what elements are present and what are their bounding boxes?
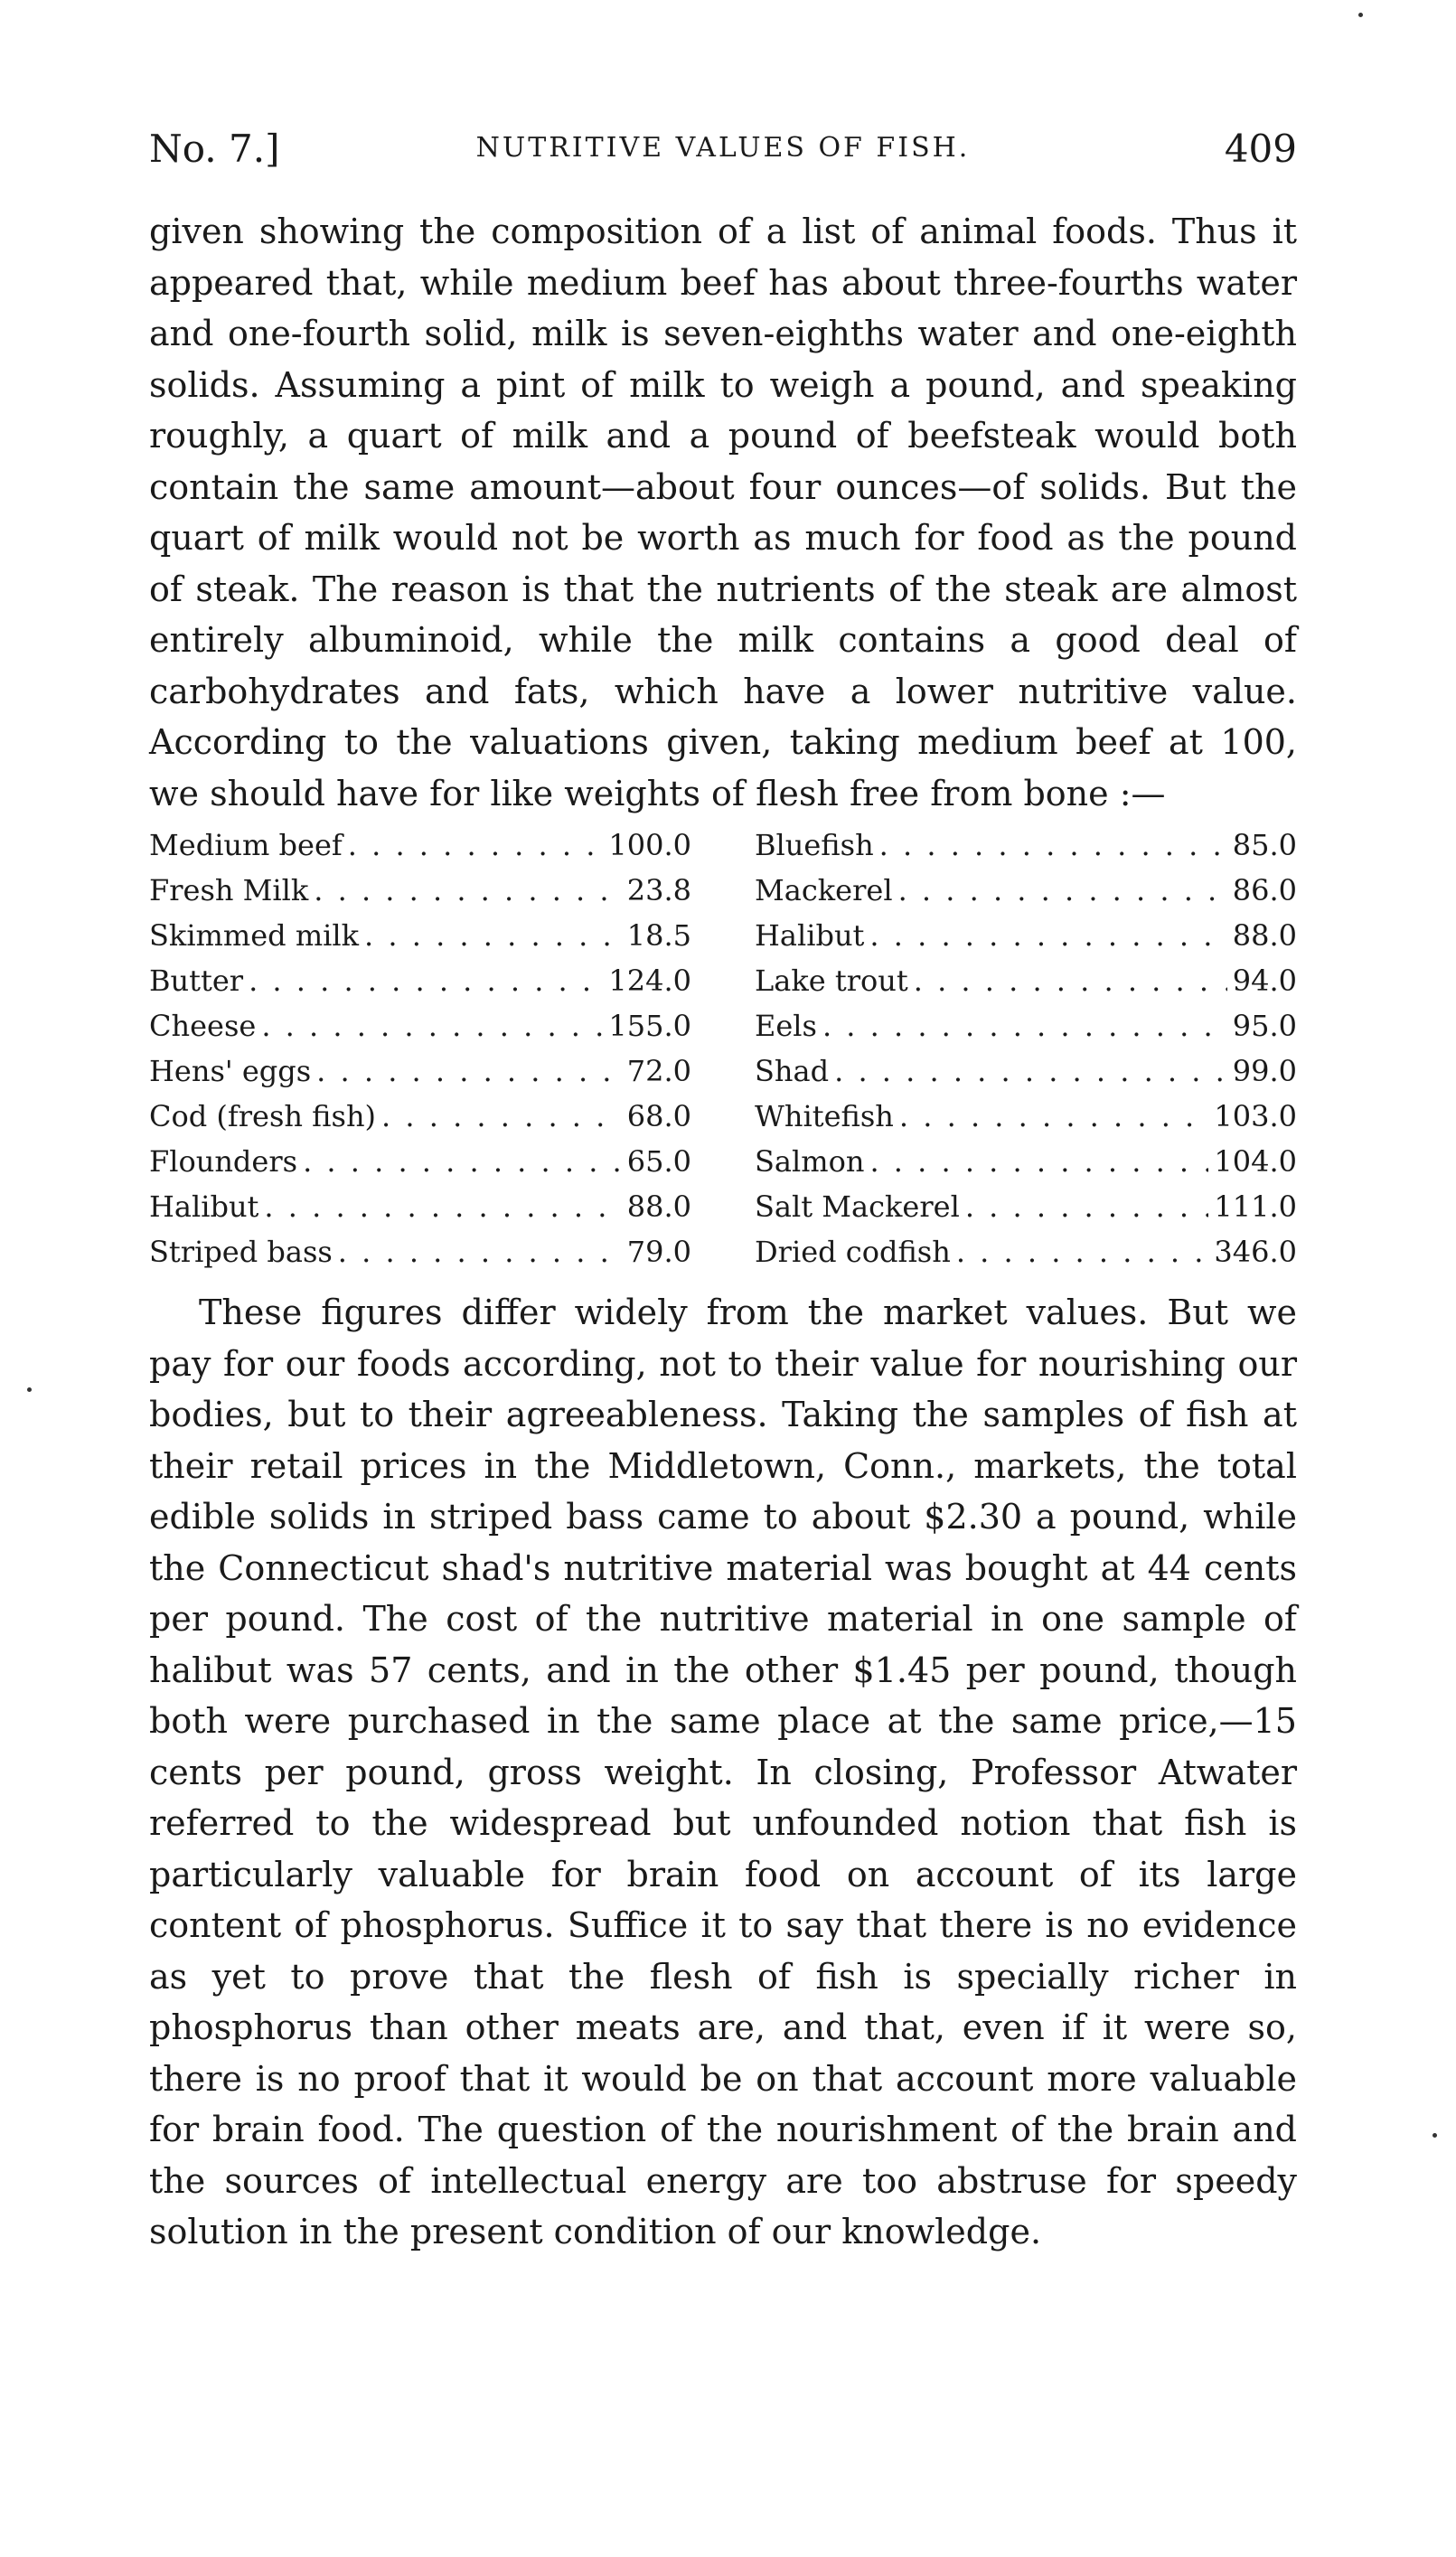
nutritive-value: 100.0 (608, 828, 691, 862)
dot-leader (898, 873, 1227, 907)
food-name: Dried codfish (755, 1235, 951, 1269)
table-row (149, 1235, 691, 1280)
table-row (755, 828, 1297, 873)
page (149, 127, 1297, 2258)
dot-leader (965, 1189, 1209, 1224)
dot-leader (264, 1189, 621, 1224)
table-row (755, 1054, 1297, 1099)
food-name: Salt Mackerel (755, 1189, 960, 1224)
nutritive-value: 94.0 (1232, 964, 1297, 998)
table-column-right (755, 828, 1297, 1280)
dot-leader (869, 1144, 1208, 1179)
nutritive-value: 88.0 (1232, 918, 1297, 953)
dot-leader (381, 1099, 622, 1133)
nutritive-value: 104.0 (1214, 1144, 1297, 1179)
nutritive-value: 95.0 (1232, 1009, 1297, 1043)
dot-leader (314, 873, 621, 907)
dot-leader (822, 1009, 1227, 1043)
table-row (149, 1189, 691, 1235)
food-name: Skimmed milk (149, 918, 360, 953)
table-row (755, 1099, 1297, 1144)
nutritive-value: 124.0 (608, 964, 691, 998)
food-name: Flounders (149, 1144, 298, 1179)
table-row (149, 1144, 691, 1189)
dot-leader (869, 918, 1226, 953)
nutritive-value: 86.0 (1232, 873, 1297, 907)
food-name: Bluefish (755, 828, 874, 862)
table-row (755, 873, 1297, 918)
body-paragraph-2: These figures differ widely from the market values. But we pay for our foods according, not to their value for nourishing our bodies, but to their agreeableness. Taking the samples of fish at their retail prices in the Middletown, Conn., markets, the total edible solids in striped bass came to about $2.30 a pound, while the Connecticut shad's nutritive material was bought at 44 cents per pound. The cost of the nutritive material in one sample of halibut was 57 cents, and in the other $1.45 per pound, though both were purchased in the same place at the same price,—15 cents per pound, gross weight. In closing, Professor Atwater referred to the widespread but unfounded notion that fish is particularly valuable for brain food on account of its large content of phosphorus. Suffice it to say that there is no evidence as yet to prove that the flesh of fish is specially richer in phosphorus than other meats are, and that, even if it were so, there is no proof that it would be on that account more valuable for brain food. The question of the nourishment of the brain and the sources of intellectual energy are too abstruse for speedy solution in the present condition of our knowledge. (149, 1293, 1297, 2251)
running-title: NUTRITIVE VALUES OF FISH. (475, 132, 971, 164)
table-column-left (149, 828, 691, 1280)
food-name: Striped bass (149, 1235, 333, 1269)
dot-leader (338, 1235, 622, 1269)
food-name: Cod (fresh fish) (149, 1099, 377, 1133)
running-header (149, 127, 1297, 181)
dot-leader (303, 1144, 622, 1179)
issue-number: No. 7.] (149, 127, 280, 171)
dot-leader (914, 964, 1227, 998)
table-row (755, 1235, 1297, 1280)
table-row (755, 1009, 1297, 1054)
page-number: 409 (1224, 127, 1297, 171)
food-name: Whitefish (755, 1099, 894, 1133)
table-row (149, 964, 691, 1009)
table-row (755, 1189, 1297, 1235)
table-row (149, 918, 691, 964)
food-name: Medium beef (149, 828, 343, 862)
nutritive-value: 88.0 (626, 1189, 691, 1224)
table-row (149, 1009, 691, 1054)
food-name: Fresh Milk (149, 873, 309, 907)
nutritive-value: 103.0 (1214, 1099, 1297, 1133)
nutritive-value: 85.0 (1232, 828, 1297, 862)
food-name: Halibut (149, 1189, 259, 1224)
food-name: Halibut (755, 918, 865, 953)
food-name: Lake trout (755, 964, 908, 998)
nutritive-value: 111.0 (1214, 1189, 1297, 1224)
nutritive-value-table (149, 828, 1297, 1280)
print-speck (27, 1387, 32, 1392)
dot-leader (348, 828, 604, 862)
dot-leader (249, 964, 603, 998)
print-speck (1358, 13, 1363, 17)
dot-leader (364, 918, 622, 953)
table-row (149, 873, 691, 918)
food-name: Hens' eggs (149, 1054, 312, 1088)
print-speck (1433, 2133, 1437, 2138)
food-name: Shad (755, 1054, 830, 1088)
nutritive-value: 155.0 (608, 1009, 691, 1043)
table-row (755, 1144, 1297, 1189)
table-row (149, 828, 691, 873)
table-row (755, 964, 1297, 1009)
table-row (149, 1099, 691, 1144)
dot-leader (261, 1009, 603, 1043)
dot-leader (834, 1054, 1227, 1088)
nutritive-value: 346.0 (1214, 1235, 1297, 1269)
food-name: Salmon (755, 1144, 865, 1179)
nutritive-value: 68.0 (626, 1099, 691, 1133)
nutritive-value: 99.0 (1232, 1054, 1297, 1088)
food-name: Mackerel (755, 873, 893, 907)
table-row (755, 918, 1297, 964)
food-name: Eels (755, 1009, 817, 1043)
nutritive-value: 79.0 (626, 1235, 691, 1269)
nutritive-value: 18.5 (626, 918, 691, 953)
nutritive-value: 23.8 (626, 873, 691, 907)
dot-leader (899, 1099, 1208, 1133)
nutritive-value: 72.0 (626, 1054, 691, 1088)
table-row (149, 1054, 691, 1099)
nutritive-value: 65.0 (626, 1144, 691, 1179)
body-paragraph-1: given showing the composition of a list of animal foods. Thus it appeared that, while medium beef has about three-fourths water and one-fourth solid, milk is seven-eighths water and one-eighth solids. Assuming a pint of milk to weigh a pound, and speaking roughly, a quart of milk and a pound of beefsteak would both contain the same amount—about four ounces—of solids. But the quart of milk would not be worth as much for food as the pound of steak. The reason is that the nutrients of the steak are almost entirely albuminoid, while the milk contains a good deal of carbohydrates and fats, which have a lower nutritive value. According to the valuations given, taking medium beef at 100, we should have for like weights of flesh free from bone :— (149, 212, 1297, 813)
food-name: Butter (149, 964, 244, 998)
dot-leader (316, 1054, 622, 1088)
dot-leader (879, 828, 1227, 862)
food-name: Cheese (149, 1009, 257, 1043)
dot-leader (956, 1235, 1209, 1269)
